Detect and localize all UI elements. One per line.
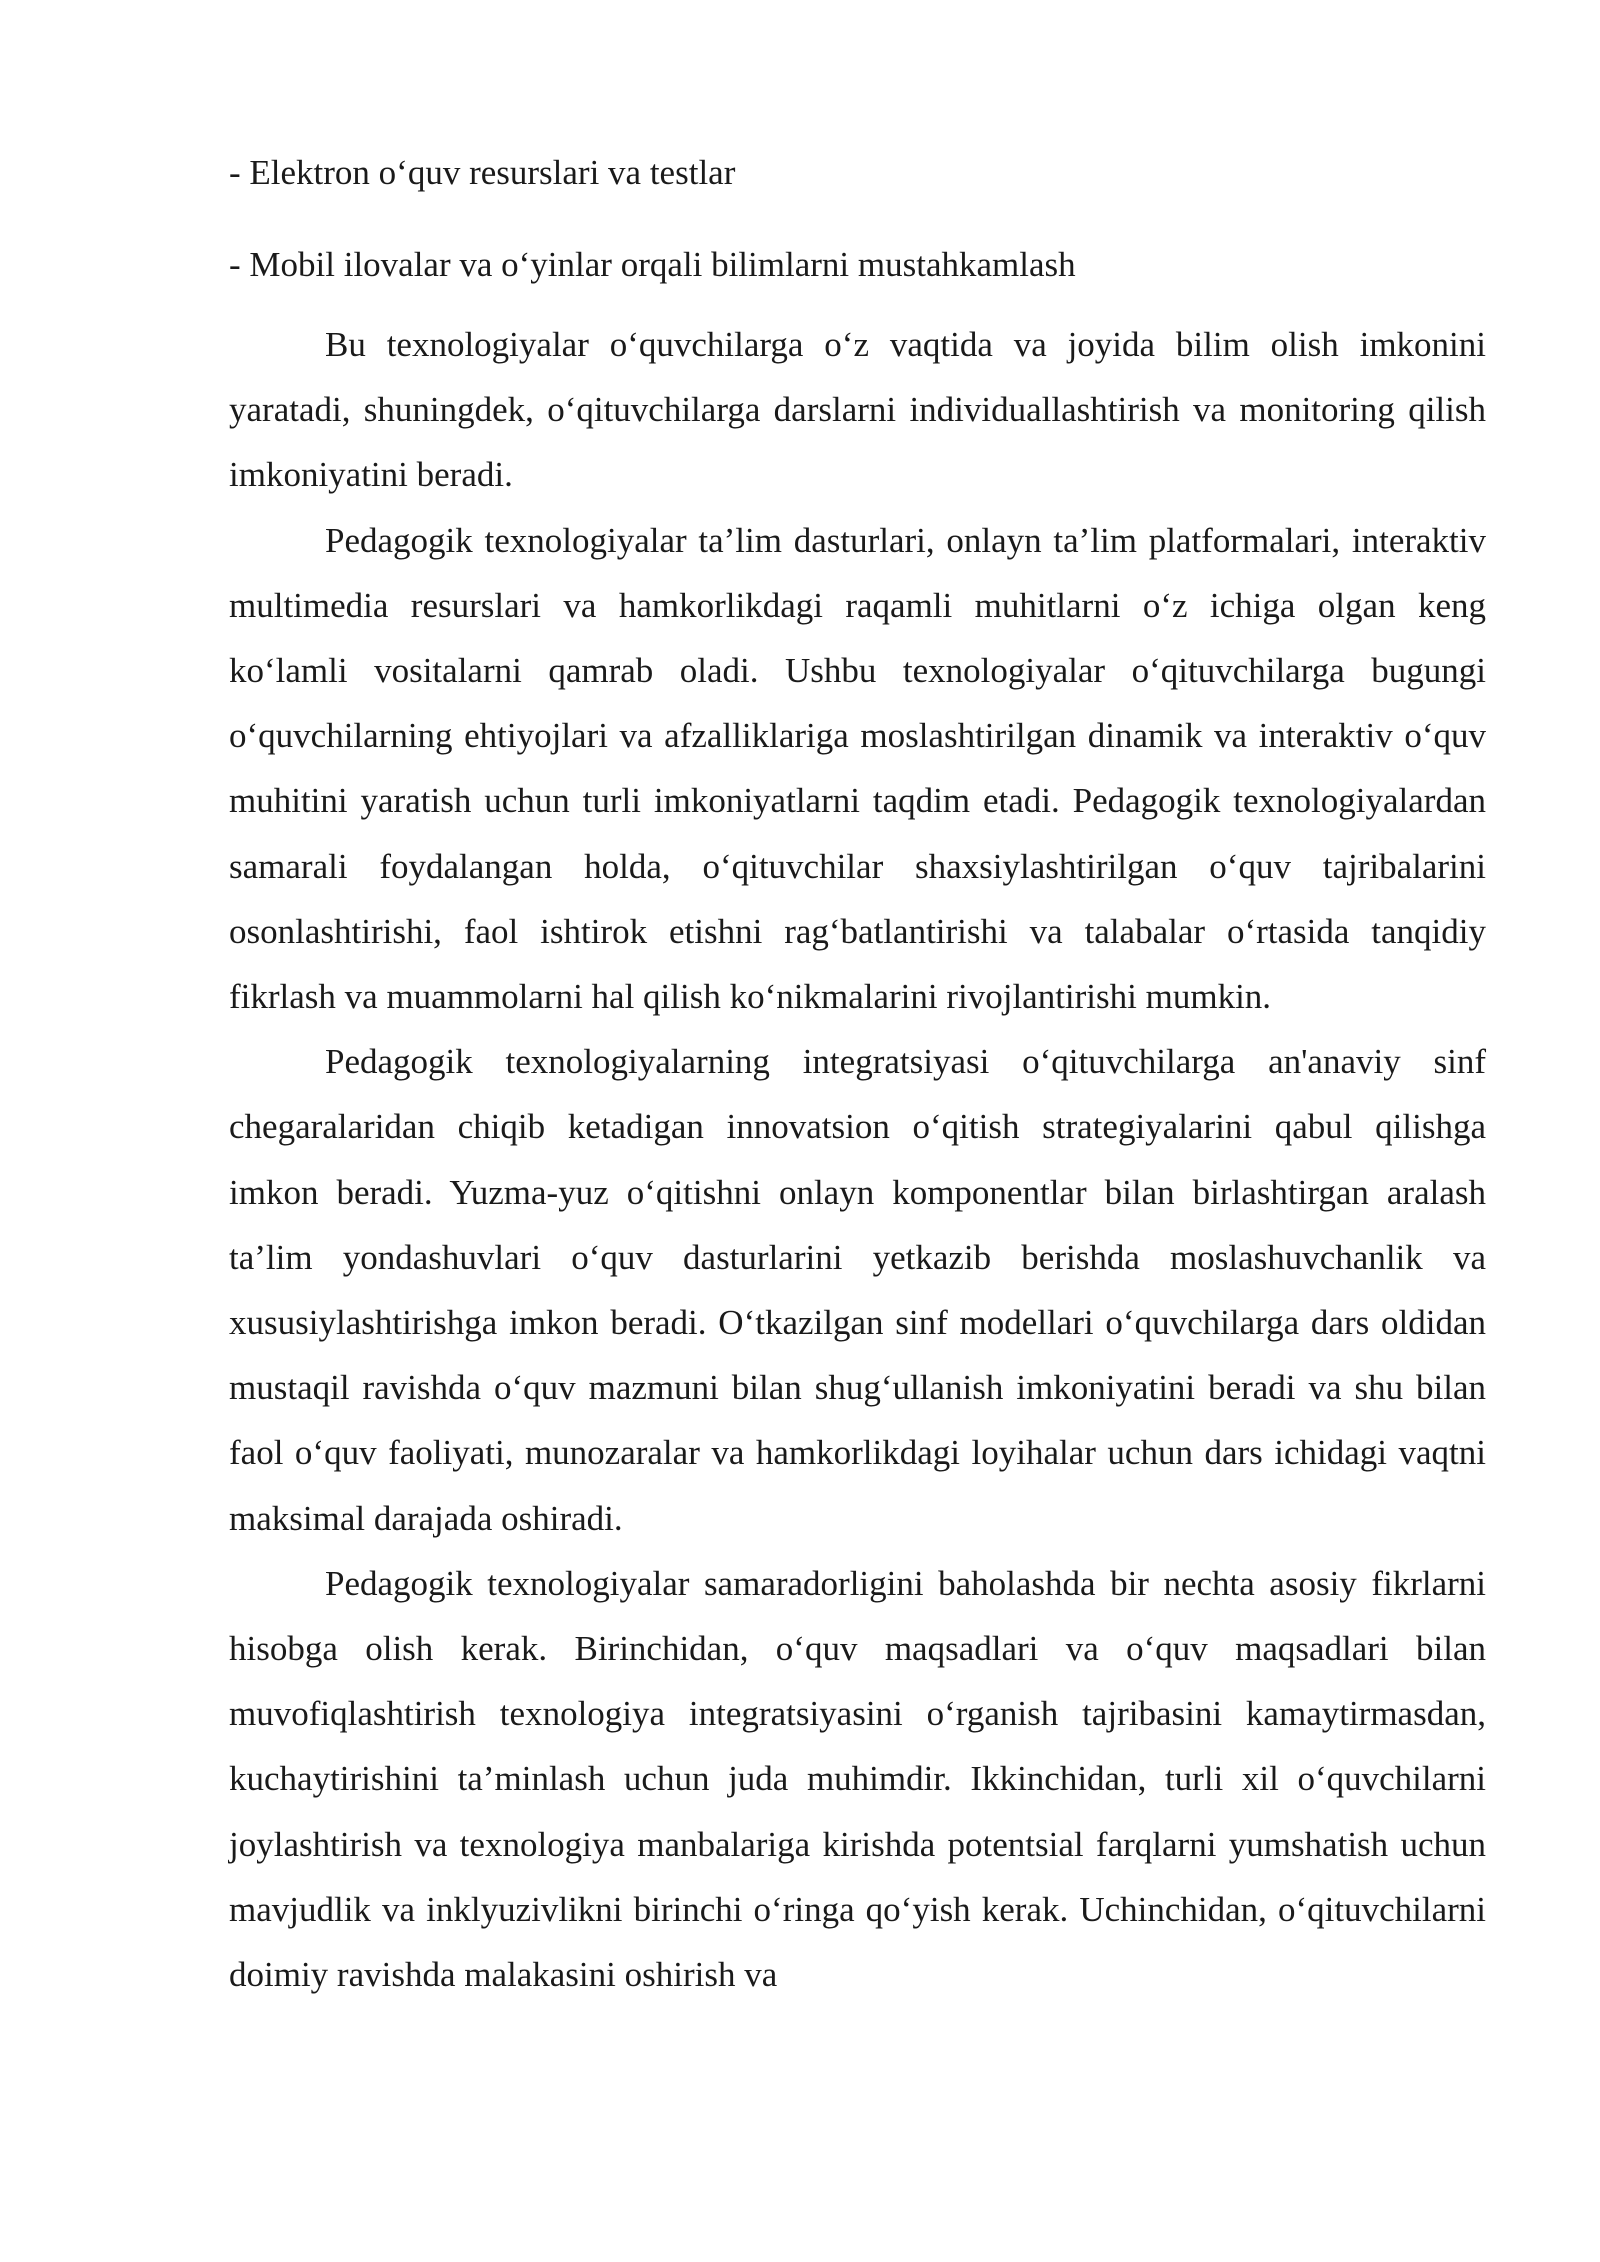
body-paragraph: Pedagogik texnologiyalar samaradorligini baholashda bir nechta asosiy fikrlarni hisobga olish kerak. Birinchidan, o‘quv maqsadlari va o‘quv maqsadlari bilan muvofiqlashtirish texnologiya integratsiyasini o‘rganish tajribasini kamaytirmasdan, kuchaytirishini ta’minlash uchun juda muhimdir. Ikkinchidan, turli xil o‘quvchilarni joylashtirish va texnologiya manbalariga kirishda potentsial farqlarni yumshatish uchun mavjudlik va inklyuzivlikni birinchi o‘ringa qo‘yish kerak. Uchinchidan, o‘qituvchilarni doimiy ravishda malakasini oshirish va (229, 1563, 1486, 1995)
bullet-item: - Elektron o‘quv resurslari va testlar (229, 153, 736, 192)
body-paragraph: Pedagogik texnologiyalar ta’lim dasturlari, onlayn ta’lim platformalari, interaktiv multimedia resurslari va hamkorlikdagi raqamli muhitlarni o‘z ichiga olgan keng ko‘lamli vositalarni qamrab oladi. Ushbu texnologiyalar o‘qituvchilarga bugungi o‘quvchilarning ehtiyojlari va afzalliklariga moslashtirilgan dinamik va interaktiv o‘quv muhitini yaratish uchun turli imkoniyatlarni taqdim etadi. Pedagogik texnologiyalardan samarali foydalangan holda, o‘qituvchilar shaxsiylashtirilgan o‘quv tajribalarini osonlashtirishi, faol ishtirok etishni rag‘batlantirishi va talabalar o‘rtasida tanqidiy fikrlash va muammolarni hal qilish ko‘nikmalarini rivojlantirishi mumkin. (229, 520, 1486, 1017)
bullet-list (229, 148, 1486, 290)
body-paragraph: Bu texnologiyalar o‘quvchilarga o‘z vaqtida va joyida bilim olish imkonini yaratadi, shuningdek, o‘qituvchilarga darslarni individuallashtirish va monitoring qilish imkoniyatini beradi. (229, 325, 1486, 495)
bullet-item: - Mobil ilovalar va o‘yinlar orqali bilimlarni mustahkamlash (229, 245, 1076, 284)
document-page (229, 148, 1486, 2007)
body-paragraph: Pedagogik texnologiyalarning integratsiyasi o‘qituvchilarga an'anaviy sinf chegaralaridan chiqib ketadigan innovatsion o‘qitish strategiyalarini qabul qilishga imkon beradi. Yuzma-yuz o‘qitishni onlayn komponentlar bilan birlashtirgan aralash ta’lim yondashuvlari o‘quv dasturlarini yetkazib berishda moslashuvchanlik va xususiylashtirishga imkon beradi. O‘tkazilgan sinf modellari o‘quvchilarga dars oldidan mustaqil ravishda o‘quv mazmuni bilan shug‘ullanish imkoniyatini beradi va shu bilan faol o‘quv faoliyati, munozaralar va hamkorlikdagi loyihalar uchun dars ichidagi vaqtni maksimal darajada oshiradi. (229, 1042, 1486, 1538)
